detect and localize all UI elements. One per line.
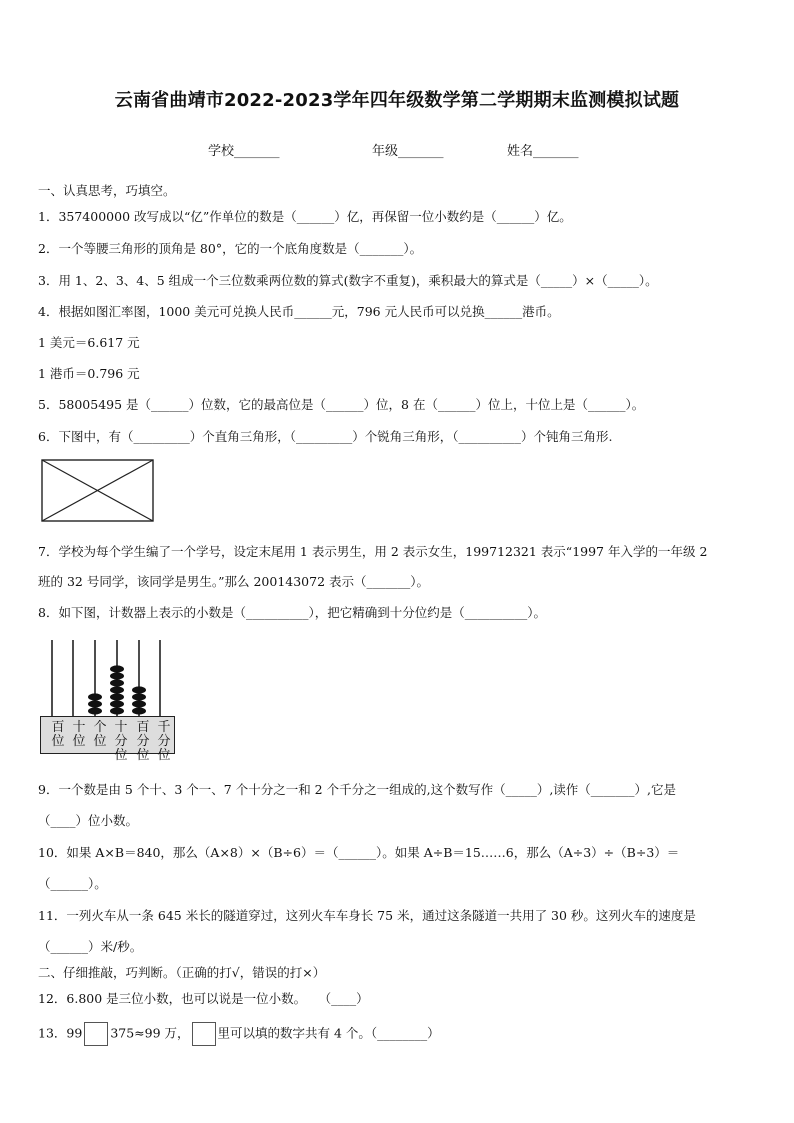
grade-field[interactable]: 年级_______ [372, 144, 444, 159]
page-title: 云南省曲靖市2022-2023学年四年级数学第二学期期末监测模拟试题 [114, 90, 680, 111]
abacus-bead [132, 700, 146, 707]
abacus-bead [132, 686, 146, 693]
abacus-label-ones: 个位 [93, 720, 107, 749]
question-10-line-2: （______）。 [38, 876, 107, 891]
abacus-counter [40, 638, 176, 763]
question-2: 2．一个等腰三角形的顶角是 80°，它的一个底角度数是（_______）。 [38, 241, 423, 256]
abacus-label-tenths: 十分位 [114, 720, 128, 763]
answer-box[interactable] [84, 1022, 108, 1046]
abacus-label-thousandths: 千分位 [157, 720, 171, 763]
abacus-bead [132, 707, 146, 714]
exchange-rate-usd: 1 美元＝6.617 元 [38, 335, 140, 350]
rectangle-diagonals-figure [41, 459, 155, 523]
question-7-line-1: 7．学校为每个学生编了一个学号，设定末尾用 1 表示男生，用 2 表示女生，199712321 表示“1997 年入学的一年级 2 [38, 544, 708, 559]
question-5: 5．58005495 是（______）位数，它的最高位是（______）位，8 在（______）位上，十位上是（______）。 [38, 397, 645, 412]
abacus-bead [110, 693, 124, 700]
question-10-line-1: 10．如果 A×B＝840，那么（A×8）×（B÷6）＝（______）。如果 A÷B＝15……6，那么（A÷3）÷（B÷3）＝ [38, 845, 680, 860]
abacus-bead [110, 665, 124, 672]
abacus-bead [110, 707, 124, 714]
abacus-label-hundredths: 百分位 [136, 720, 150, 763]
section-heading-judgment: 二、仔细推敲，巧判断。（正确的打√，错误的打×） [38, 965, 326, 980]
question-6: 6．下图中，有（_________）个直角三角形，（_________）个锐角三角形，（__________）个钝角三角形. [38, 429, 613, 444]
section-heading-fill-in: 一、认真思考，巧填空。 [38, 183, 176, 198]
abacus-bead [132, 693, 146, 700]
question-9-line-2: （____）位小数。 [38, 813, 139, 828]
name-field[interactable]: 姓名_______ [507, 144, 579, 159]
question-8: 8．如下图，计数器上表示的小数是（__________），把它精确到十分位约是（__________）。 [38, 605, 546, 620]
abacus-bead [110, 672, 124, 679]
abacus-bead [110, 686, 124, 693]
abacus-frame [40, 638, 176, 718]
school-field[interactable]: 学校_______ [208, 144, 280, 159]
question-13-part-c: 里可以填的数字共有 4 个。（________） [217, 1025, 440, 1041]
abacus-bead [88, 693, 102, 700]
question-13-part-b: 375≈99 万， [110, 1025, 190, 1041]
question-13-part-a: 13．99 [38, 1025, 83, 1041]
question-13 [38, 1022, 440, 1046]
abacus-label-tens: 十位 [72, 720, 86, 749]
abacus-bead [88, 707, 102, 714]
question-11-line-1: 11．一列火车从一条 645 米长的隧道穿过，这列火车车身长 75 米，通过这条隧道一共用了 30 秒。这列火车的速度是 [38, 908, 696, 923]
question-4: 4．根据如图汇率图，1000 美元可兑换人民币______元，796 元人民币可以兑换______港币。 [38, 304, 560, 319]
question-7-line-2: 班的 32 号同学，该同学是男生。”那么 200143072 表示（_______）。 [38, 574, 430, 589]
question-12: 12．6.800 是三位小数，也可以说是一位小数。 （____） [38, 991, 369, 1006]
abacus-bead [88, 700, 102, 707]
exchange-rate-hkd: 1 港币＝0.796 元 [38, 366, 140, 381]
abacus-label-hundreds: 百位 [51, 720, 65, 749]
abacus-bead [110, 700, 124, 707]
question-3: 3．用 1、2、3、4、5 组成一个三位数乘两位数的算式(数字不重复)，乘积最大的算式是（_____）×（_____）。 [38, 273, 658, 288]
question-1: 1．357400000 改写成以“亿”作单位的数是（______）亿，再保留一位小数约是（______）亿。 [38, 209, 572, 224]
question-11-line-2: （______）米/秒。 [38, 939, 143, 954]
abacus-bead [110, 679, 124, 686]
question-9-line-1: 9．一个数是由 5 个十、3 个一、7 个十分之一和 2 个千分之一组成的,这个数写作（_____）,读作（_______）,它是 [38, 782, 677, 797]
answer-box[interactable] [192, 1022, 216, 1046]
